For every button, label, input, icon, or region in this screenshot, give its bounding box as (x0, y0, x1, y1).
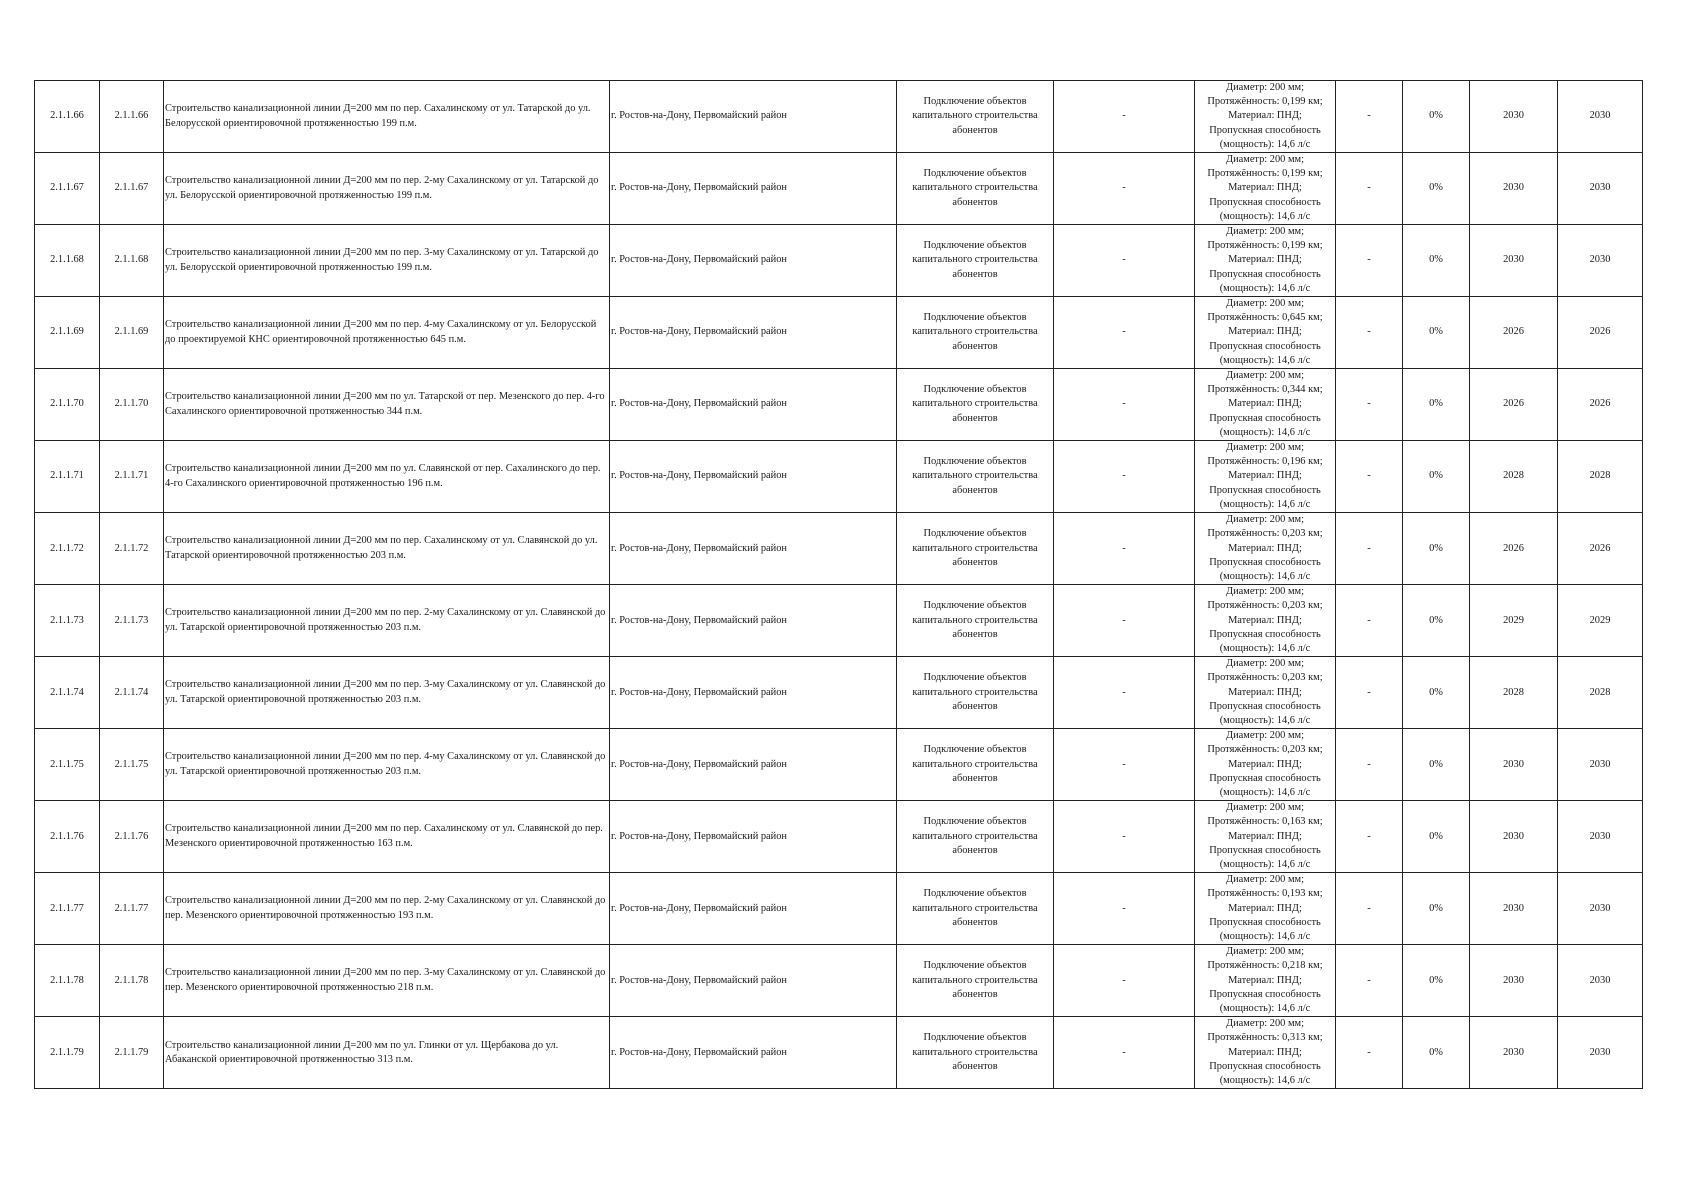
characteristic-line: Протяжённость: 0,196 км; (1207, 456, 1323, 468)
project-code-cell: 2.1.1.72 (100, 513, 164, 585)
empty-value-cell: - (1336, 1017, 1403, 1089)
project-name-cell: Строительство канализационной линии Д=200 мм по пер. 2-му Сахалинскому от ул. Славянской до ул. Татарской ориентировочной протяженностью 203 п.м. (164, 585, 610, 657)
characteristic-line: (мощность): 14,6 л/с (1219, 642, 1311, 654)
empty-value-cell: - (1054, 1017, 1195, 1089)
row-number-cell: 2.1.1.72 (35, 513, 100, 585)
project-code-cell: 2.1.1.67 (100, 153, 164, 225)
empty-value-cell: - (1054, 945, 1195, 1017)
characteristics-cell (1195, 1017, 1336, 1089)
start-year-cell: 2026 (1470, 513, 1558, 585)
characteristics-cell (1195, 153, 1336, 225)
characteristic-line: Пропускная способность (1209, 772, 1321, 784)
characteristic-line: Пропускная способность (1209, 988, 1321, 1000)
purpose-cell: Подключение объектов капитального строительства абонентов (897, 657, 1054, 729)
characteristic-line: Пропускная способность (1209, 844, 1321, 856)
characteristic-line: (мощность): 14,6 л/с (1219, 858, 1311, 870)
location-cell: г. Ростов-на-Дону, Первомайский район (610, 153, 897, 225)
purpose-cell: Подключение объектов капитального строительства абонентов (897, 873, 1054, 945)
purpose-cell: Подключение объектов капитального строительства абонентов (897, 585, 1054, 657)
table-row (35, 369, 1643, 441)
characteristic-line: (мощность): 14,6 л/с (1219, 498, 1311, 510)
end-year-cell: 2030 (1558, 945, 1643, 1017)
characteristic-line: Пропускная способность (1209, 484, 1321, 496)
purpose-cell: Подключение объектов капитального строительства абонентов (897, 729, 1054, 801)
characteristic-line: Материал: ПНД; (1228, 902, 1302, 914)
empty-value-cell: - (1336, 873, 1403, 945)
characteristic-line: Протяжённость: 0,344 км; (1207, 384, 1323, 396)
end-year-cell: 2030 (1558, 1017, 1643, 1089)
characteristics-cell (1195, 225, 1336, 297)
location-cell: г. Ростов-на-Дону, Первомайский район (610, 801, 897, 873)
project-name-cell: Строительство канализационной линии Д=200 мм по пер. 2-му Сахалинскому от ул. Славянской до пер. Мезенского ориентировочной протяженностью 193 п.м. (164, 873, 610, 945)
empty-value-cell: - (1054, 657, 1195, 729)
characteristic-line: Протяжённость: 0,203 км; (1207, 672, 1323, 684)
location-cell: г. Ростов-на-Дону, Первомайский район (610, 513, 897, 585)
characteristic-line: Материал: ПНД; (1228, 758, 1302, 770)
end-year-cell: 2030 (1558, 729, 1643, 801)
characteristic-line: Диаметр: 200 мм; (1225, 1018, 1305, 1030)
end-year-cell: 2030 (1558, 225, 1643, 297)
characteristic-line: (мощность): 14,6 л/с (1219, 354, 1311, 366)
progress-percent-cell: 0% (1403, 297, 1470, 369)
characteristic-line: Материал: ПНД; (1228, 830, 1302, 842)
characteristic-line: (мощность): 14,6 л/с (1219, 138, 1311, 150)
characteristic-line: Диаметр: 200 мм; (1225, 298, 1305, 310)
purpose-cell: Подключение объектов капитального строительства абонентов (897, 225, 1054, 297)
empty-value-cell: - (1054, 513, 1195, 585)
characteristics-cell (1195, 369, 1336, 441)
project-code-cell: 2.1.1.69 (100, 297, 164, 369)
characteristic-line: Материал: ПНД; (1228, 614, 1302, 626)
characteristic-line: Материал: ПНД; (1228, 974, 1302, 986)
empty-value-cell: - (1054, 801, 1195, 873)
characteristic-line: Протяжённость: 0,218 км; (1207, 960, 1323, 972)
progress-percent-cell: 0% (1403, 513, 1470, 585)
characteristic-line: (мощность): 14,6 л/с (1219, 714, 1311, 726)
table-row (35, 153, 1643, 225)
table-body (35, 81, 1643, 1089)
row-number-cell: 2.1.1.76 (35, 801, 100, 873)
empty-value-cell: - (1054, 369, 1195, 441)
empty-value-cell: - (1336, 801, 1403, 873)
project-code-cell: 2.1.1.66 (100, 81, 164, 153)
characteristic-line: Диаметр: 200 мм; (1225, 730, 1305, 742)
table-row (35, 225, 1643, 297)
empty-value-cell: - (1054, 297, 1195, 369)
characteristic-line: Пропускная способность (1209, 916, 1321, 928)
characteristic-line: Пропускная способность (1209, 700, 1321, 712)
project-code-cell: 2.1.1.75 (100, 729, 164, 801)
characteristic-line: (мощность): 14,6 л/с (1219, 786, 1311, 798)
project-code-cell: 2.1.1.78 (100, 945, 164, 1017)
project-code-cell: 2.1.1.71 (100, 441, 164, 513)
start-year-cell: 2030 (1470, 153, 1558, 225)
characteristic-line: Диаметр: 200 мм; (1225, 586, 1305, 598)
characteristic-line: Диаметр: 200 мм; (1225, 946, 1305, 958)
progress-percent-cell: 0% (1403, 585, 1470, 657)
characteristics-cell (1195, 729, 1336, 801)
characteristic-line: Диаметр: 200 мм; (1225, 874, 1305, 886)
purpose-cell: Подключение объектов капитального строительства абонентов (897, 369, 1054, 441)
characteristics-cell (1195, 585, 1336, 657)
end-year-cell: 2026 (1558, 513, 1643, 585)
start-year-cell: 2030 (1470, 1017, 1558, 1089)
project-name-cell: Строительство канализационной линии Д=200 мм по ул. Татарской от пер. Мезенского до пер. 4-го Сахалинского ориентировочной протяженностью 344 п.м. (164, 369, 610, 441)
table-row (35, 657, 1643, 729)
progress-percent-cell: 0% (1403, 801, 1470, 873)
progress-percent-cell: 0% (1403, 369, 1470, 441)
empty-value-cell: - (1054, 81, 1195, 153)
location-cell: г. Ростов-на-Дону, Первомайский район (610, 1017, 897, 1089)
start-year-cell: 2026 (1470, 297, 1558, 369)
table-row (35, 801, 1643, 873)
characteristic-line: Диаметр: 200 мм; (1225, 226, 1305, 238)
location-cell: г. Ростов-на-Дону, Первомайский район (610, 81, 897, 153)
progress-percent-cell: 0% (1403, 153, 1470, 225)
characteristic-line: Протяжённость: 0,203 км; (1207, 600, 1323, 612)
end-year-cell: 2030 (1558, 873, 1643, 945)
characteristic-line: Диаметр: 200 мм; (1225, 82, 1305, 93)
location-cell: г. Ростов-на-Дону, Первомайский район (610, 729, 897, 801)
progress-percent-cell: 0% (1403, 945, 1470, 1017)
empty-value-cell: - (1336, 153, 1403, 225)
characteristic-line: Пропускная способность (1209, 340, 1321, 352)
table-row (35, 873, 1643, 945)
empty-value-cell: - (1336, 441, 1403, 513)
end-year-cell: 2030 (1558, 153, 1643, 225)
row-number-cell: 2.1.1.67 (35, 153, 100, 225)
end-year-cell: 2029 (1558, 585, 1643, 657)
characteristic-line: (мощность): 14,6 л/с (1219, 1003, 1311, 1014)
empty-value-cell: - (1336, 369, 1403, 441)
project-code-cell: 2.1.1.70 (100, 369, 164, 441)
start-year-cell: 2030 (1470, 801, 1558, 873)
characteristic-line: Протяжённость: 0,203 км; (1207, 528, 1323, 540)
purpose-cell: Подключение объектов капитального строительства абонентов (897, 945, 1054, 1017)
characteristic-line: Протяжённость: 0,203 км; (1207, 744, 1323, 756)
empty-value-cell: - (1054, 873, 1195, 945)
progress-percent-cell: 0% (1403, 1017, 1470, 1089)
characteristic-line: Протяжённость: 0,199 км; (1207, 240, 1323, 252)
characteristic-line: (мощность): 14,6 л/с (1219, 570, 1311, 582)
characteristic-line: Материал: ПНД; (1228, 398, 1302, 410)
row-number-cell: 2.1.1.70 (35, 369, 100, 441)
progress-percent-cell: 0% (1403, 657, 1470, 729)
characteristics-cell (1195, 441, 1336, 513)
project-name-cell: Строительство канализационной линии Д=200 мм по пер. Сахалинскому от ул. Славянской до ул. Татарской ориентировочной протяженностью 203 п.м. (164, 513, 610, 585)
row-number-cell: 2.1.1.66 (35, 81, 100, 153)
location-cell: г. Ростов-на-Дону, Первомайский район (610, 441, 897, 513)
empty-value-cell: - (1336, 585, 1403, 657)
empty-value-cell: - (1336, 945, 1403, 1017)
investment-program-table (34, 80, 1643, 1089)
project-name-cell: Строительство канализационной линии Д=200 мм по пер. 3-му Сахалинскому от ул. Татарской до ул. Белорусской ориентировочной протяженностью 199 п.м. (164, 225, 610, 297)
progress-percent-cell: 0% (1403, 225, 1470, 297)
characteristic-line: Пропускная способность (1209, 412, 1321, 424)
purpose-cell: Подключение объектов капитального строительства абонентов (897, 1017, 1054, 1089)
start-year-cell: 2030 (1470, 945, 1558, 1017)
characteristic-line: Пропускная способность (1209, 1060, 1321, 1072)
row-number-cell: 2.1.1.79 (35, 1017, 100, 1089)
location-cell: г. Ростов-на-Дону, Первомайский район (610, 369, 897, 441)
start-year-cell: 2028 (1470, 657, 1558, 729)
project-name-cell: Строительство канализационной линии Д=200 мм по пер. 4-му Сахалинскому от ул. Белорусской до проектируемой КНС ориентировочной протяженностью 645 п.м. (164, 297, 610, 369)
location-cell: г. Ростов-на-Дону, Первомайский район (610, 873, 897, 945)
characteristic-line: Протяжённость: 0,199 км; (1207, 168, 1323, 180)
end-year-cell: 2026 (1558, 297, 1643, 369)
project-name-cell: Строительство канализационной линии Д=200 мм по пер. 3-му Сахалинскому от ул. Славянской до пер. Мезенского ориентировочной протяженностью 218 п.м. (164, 945, 610, 1017)
start-year-cell: 2030 (1470, 873, 1558, 945)
characteristic-line: Диаметр: 200 мм; (1225, 802, 1305, 814)
project-name-cell: Строительство канализационной линии Д=200 мм по пер. 3-му Сахалинскому от ул. Славянской до ул. Татарской ориентировочной протяженностью 203 п.м. (164, 657, 610, 729)
start-year-cell: 2029 (1470, 585, 1558, 657)
purpose-cell: Подключение объектов капитального строительства абонентов (897, 153, 1054, 225)
characteristic-line: Материал: ПНД; (1228, 686, 1302, 698)
characteristic-line: Пропускная способность (1209, 628, 1321, 640)
project-name-cell: Строительство канализационной линии Д=200 мм по пер. Сахалинскому от ул. Славянской до пер. Мезенского ориентировочной протяженностью 163 п.м. (164, 801, 610, 873)
project-name-cell: Строительство канализационной линии Д=200 мм по пер. 4-му Сахалинскому от ул. Славянской до ул. Татарской ориентировочной протяженностью 203 п.м. (164, 729, 610, 801)
row-number-cell: 2.1.1.74 (35, 657, 100, 729)
purpose-cell: Подключение объектов капитального строительства абонентов (897, 441, 1054, 513)
row-number-cell: 2.1.1.68 (35, 225, 100, 297)
empty-value-cell: - (1054, 225, 1195, 297)
end-year-cell: 2028 (1558, 657, 1643, 729)
characteristic-line: Пропускная способность (1209, 556, 1321, 568)
characteristic-line: (мощность): 14,6 л/с (1219, 930, 1311, 942)
characteristics-cell (1195, 945, 1336, 1017)
table-row (35, 441, 1643, 513)
characteristic-line: Протяжённость: 0,163 км; (1207, 816, 1323, 828)
end-year-cell: 2026 (1558, 369, 1643, 441)
empty-value-cell: - (1336, 729, 1403, 801)
row-number-cell: 2.1.1.77 (35, 873, 100, 945)
purpose-cell: Подключение объектов капитального строительства абонентов (897, 801, 1054, 873)
characteristic-line: Протяжённость: 0,313 км; (1207, 1032, 1323, 1044)
characteristic-line: Материал: ПНД; (1228, 182, 1302, 194)
table-row (35, 1017, 1643, 1089)
characteristic-line: Материал: ПНД; (1228, 1046, 1302, 1058)
characteristic-line: Материал: ПНД; (1228, 470, 1302, 482)
location-cell: г. Ростов-на-Дону, Первомайский район (610, 657, 897, 729)
progress-percent-cell: 0% (1403, 81, 1470, 153)
row-number-cell: 2.1.1.69 (35, 297, 100, 369)
table-row (35, 945, 1643, 1017)
purpose-cell: Подключение объектов капитального строительства абонентов (897, 513, 1054, 585)
empty-value-cell: - (1336, 513, 1403, 585)
row-number-cell: 2.1.1.75 (35, 729, 100, 801)
characteristics-cell (1195, 873, 1336, 945)
start-year-cell: 2030 (1470, 225, 1558, 297)
start-year-cell: 2028 (1470, 441, 1558, 513)
empty-value-cell: - (1336, 657, 1403, 729)
purpose-cell: Подключение объектов капитального строительства абонентов (897, 81, 1054, 153)
start-year-cell: 2026 (1470, 369, 1558, 441)
table-row (35, 729, 1643, 801)
project-name-cell: Строительство канализационной линии Д=200 мм по ул. Славянской от пер. Сахалинского до пер. 4-го Сахалинского ориентировочной протяженностью 196 п.м. (164, 441, 610, 513)
progress-percent-cell: 0% (1403, 729, 1470, 801)
empty-value-cell: - (1054, 729, 1195, 801)
table-row (35, 585, 1643, 657)
characteristic-line: Протяжённость: 0,645 км; (1207, 312, 1323, 324)
project-code-cell: 2.1.1.73 (100, 585, 164, 657)
end-year-cell: 2030 (1558, 801, 1643, 873)
table-row (35, 513, 1643, 585)
project-code-cell: 2.1.1.77 (100, 873, 164, 945)
characteristic-line: (мощность): 14,6 л/с (1219, 1075, 1311, 1087)
characteristic-line: (мощность): 14,6 л/с (1219, 426, 1311, 438)
progress-percent-cell: 0% (1403, 873, 1470, 945)
characteristic-line: Диаметр: 200 мм; (1225, 370, 1305, 382)
project-name-cell: Строительство канализационной линии Д=200 мм по ул. Глинки от ул. Щербакова до ул. Абаканской ориентировочной протяженностью 313 п.м. (164, 1017, 610, 1089)
characteristic-line: Пропускная способность (1209, 196, 1321, 208)
characteristic-line: (мощность): 14,6 л/с (1219, 282, 1311, 294)
location-cell: г. Ростов-на-Дону, Первомайский район (610, 945, 897, 1017)
start-year-cell: 2030 (1470, 81, 1558, 153)
empty-value-cell: - (1054, 585, 1195, 657)
characteristic-line: Материал: ПНД; (1228, 326, 1302, 338)
purpose-cell: Подключение объектов капитального строительства абонентов (897, 297, 1054, 369)
characteristics-cell (1195, 81, 1336, 153)
table-row (35, 297, 1643, 369)
characteristic-line: Материал: ПНД; (1228, 254, 1302, 266)
characteristics-cell (1195, 513, 1336, 585)
characteristic-line: Диаметр: 200 мм; (1225, 514, 1305, 526)
characteristics-cell (1195, 657, 1336, 729)
characteristic-line: Диаметр: 200 мм; (1225, 658, 1305, 670)
row-number-cell: 2.1.1.73 (35, 585, 100, 657)
characteristic-line: Диаметр: 200 мм; (1225, 442, 1305, 454)
characteristic-line: Материал: ПНД; (1228, 542, 1302, 554)
empty-value-cell: - (1054, 441, 1195, 513)
project-code-cell: 2.1.1.76 (100, 801, 164, 873)
start-year-cell: 2030 (1470, 729, 1558, 801)
location-cell: г. Ростов-на-Дону, Первомайский район (610, 297, 897, 369)
project-code-cell: 2.1.1.68 (100, 225, 164, 297)
characteristic-line: Пропускная способность (1209, 268, 1321, 280)
project-name-cell: Строительство канализационной линии Д=200 мм по пер. 2-му Сахалинскому от ул. Татарской до ул. Белорусской ориентировочной протяженностью 199 п.м. (164, 153, 610, 225)
characteristic-line: (мощность): 14,6 л/с (1219, 210, 1311, 222)
characteristics-cell (1195, 801, 1336, 873)
characteristic-line: Протяжённость: 0,199 км; (1207, 96, 1323, 108)
location-cell: г. Ростов-на-Дону, Первомайский район (610, 585, 897, 657)
table-row (35, 81, 1643, 153)
characteristics-cell (1195, 297, 1336, 369)
empty-value-cell: - (1054, 153, 1195, 225)
location-cell: г. Ростов-на-Дону, Первомайский район (610, 225, 897, 297)
empty-value-cell: - (1336, 225, 1403, 297)
progress-percent-cell: 0% (1403, 441, 1470, 513)
empty-value-cell: - (1336, 81, 1403, 153)
characteristic-line: Пропускная способность (1209, 124, 1321, 136)
project-code-cell: 2.1.1.74 (100, 657, 164, 729)
end-year-cell: 2030 (1558, 81, 1643, 153)
characteristic-line: Диаметр: 200 мм; (1225, 154, 1305, 166)
characteristic-line: Протяжённость: 0,193 км; (1207, 888, 1323, 900)
characteristic-line: Материал: ПНД; (1228, 110, 1302, 122)
empty-value-cell: - (1336, 297, 1403, 369)
row-number-cell: 2.1.1.71 (35, 441, 100, 513)
project-code-cell: 2.1.1.79 (100, 1017, 164, 1089)
row-number-cell: 2.1.1.78 (35, 945, 100, 1017)
end-year-cell: 2028 (1558, 441, 1643, 513)
project-name-cell: Строительство канализационной линии Д=200 мм по пер. Сахалинскому от ул. Татарской до ул. Белорусской ориентировочной протяженностью 199 п.м. (164, 81, 610, 153)
